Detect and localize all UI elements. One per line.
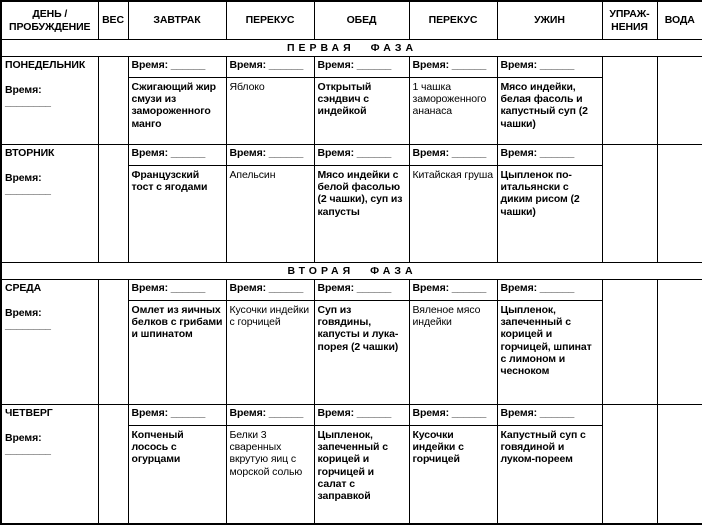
meal-breakfast: Французский тост с ягодами [128, 166, 226, 263]
wake-time-label: Время: [5, 172, 42, 185]
phase-row-2 [1, 263, 702, 280]
weight-cell [98, 280, 128, 405]
meal-lunch: Суп из говядины, капусты и лука-порея (2 чашки) [314, 301, 409, 405]
breakfast-time-blank: Время: ______ [128, 145, 226, 166]
wake-time-blank: ________ [5, 319, 51, 332]
breakfast-time-blank: Время: ______ [128, 280, 226, 301]
wake-time-blank: ________ [5, 96, 51, 109]
meal-breakfast: Сжигающий жир смузи из замороженного манго [128, 78, 226, 145]
meal-snack-1: Яблоко [226, 78, 314, 145]
day-time-row [1, 57, 702, 78]
meal-dinner: Цыпленок, запеченный с корицей и горчицей, шпинат с лимоном и чесноком [497, 301, 602, 405]
weight-cell [98, 145, 128, 263]
meal-dinner: Цыпленок по-итальянски с диким рисом (2 чашки) [497, 166, 602, 263]
col-header-weight: ВЕС [98, 1, 128, 40]
lunch-time-blank: Время: ______ [314, 280, 409, 301]
water-cell [657, 405, 702, 525]
meal-snack-2: Вяленое мясо индейки [409, 301, 497, 405]
dinner-time-blank: Время: ______ [497, 145, 602, 166]
day-name: ПОНЕДЕЛЬНИК [5, 59, 86, 71]
dinner-time-blank: Время: ______ [497, 57, 602, 78]
col-header-breakfast: ЗАВТРАК [128, 1, 226, 40]
phase-title: ПЕРВАЯ ФАЗА [1, 40, 702, 57]
snack2-time-blank: Время: ______ [409, 405, 497, 426]
col-header-snack-1: ПЕРЕКУС [226, 1, 314, 40]
day-time-row [1, 145, 702, 166]
snack1-time-blank: Время: ______ [226, 57, 314, 78]
col-header-day: ДЕНЬ / ПРОБУЖДЕНИЕ [1, 1, 98, 40]
col-header-snack-2: ПЕРЕКУС [409, 1, 497, 40]
exercise-cell [602, 405, 657, 525]
breakfast-time-blank: Время: ______ [128, 405, 226, 426]
meal-snack-2: 1 чашка замороженного ананаса [409, 78, 497, 145]
phase-title: ВТОРАЯ ФАЗА [1, 263, 702, 280]
wake-time-label: Время: [5, 432, 42, 445]
meal-lunch: Открытый сэндвич с индейкой [314, 78, 409, 145]
meal-breakfast: Копченый лосось с огурцами [128, 426, 226, 525]
day-time-row [1, 405, 702, 426]
col-header-lunch: ОБЕД [314, 1, 409, 40]
meal-snack-2: Китайская груша [409, 166, 497, 263]
lunch-time-blank: Время: ______ [314, 57, 409, 78]
col-header-water: ВОДА [657, 1, 702, 40]
meal-snack-2: Кусочки индейки с горчицей [409, 426, 497, 525]
meal-snack-1: Белки 3 сваренных вкрутую яиц с морской солью [226, 426, 314, 525]
day-name: СРЕДА [5, 282, 42, 294]
day-cell [1, 145, 98, 263]
col-header-exercise: УПРАЖ-НЕНИЯ [602, 1, 657, 40]
day-name: ВТОРНИК [5, 147, 55, 159]
weight-cell [98, 57, 128, 145]
lunch-time-blank: Время: ______ [314, 405, 409, 426]
water-cell [657, 280, 702, 405]
meal-lunch: Мясо индейки с белой фасолью (2 чашки), суп из капусты [314, 166, 409, 263]
meal-dinner: Капустный суп с говядиной и луком-пореем [497, 426, 602, 525]
phase-row-1 [1, 40, 702, 57]
meal-snack-1: Апельсин [226, 166, 314, 263]
exercise-cell [602, 280, 657, 405]
day-name: ЧЕТВЕРГ [5, 407, 53, 419]
meal-dinner: Мясо индейки, белая фасоль и капустный суп (2 чашки) [497, 78, 602, 145]
day-cell [1, 405, 98, 525]
meal-breakfast: Омлет из яичных белков с грибами и шпинатом [128, 301, 226, 405]
meal-lunch: Цыпленок, запеченный с корицей и горчицей и салат с заправкой [314, 426, 409, 525]
snack1-time-blank: Время: ______ [226, 145, 314, 166]
water-cell [657, 57, 702, 145]
wake-time-blank: ________ [5, 444, 51, 457]
wake-time-blank: ________ [5, 184, 51, 197]
col-header-dinner: УЖИН [497, 1, 602, 40]
header-row [1, 1, 702, 40]
snack1-time-blank: Время: ______ [226, 405, 314, 426]
day-cell [1, 57, 98, 145]
day-cell [1, 280, 98, 405]
dinner-time-blank: Время: ______ [497, 405, 602, 426]
lunch-time-blank: Время: ______ [314, 145, 409, 166]
exercise-cell [602, 57, 657, 145]
snack2-time-blank: Время: ______ [409, 280, 497, 301]
snack1-time-blank: Время: ______ [226, 280, 314, 301]
day-time-row [1, 280, 702, 301]
water-cell [657, 145, 702, 263]
snack2-time-blank: Время: ______ [409, 57, 497, 78]
meal-snack-1: Кусочки индейки с горчицей [226, 301, 314, 405]
dinner-time-blank: Время: ______ [497, 280, 602, 301]
weight-cell [98, 405, 128, 525]
wake-time-label: Время: [5, 307, 42, 320]
exercise-cell [602, 145, 657, 263]
wake-time-label: Время: [5, 84, 42, 97]
snack2-time-blank: Время: ______ [409, 145, 497, 166]
breakfast-time-blank: Время: ______ [128, 57, 226, 78]
